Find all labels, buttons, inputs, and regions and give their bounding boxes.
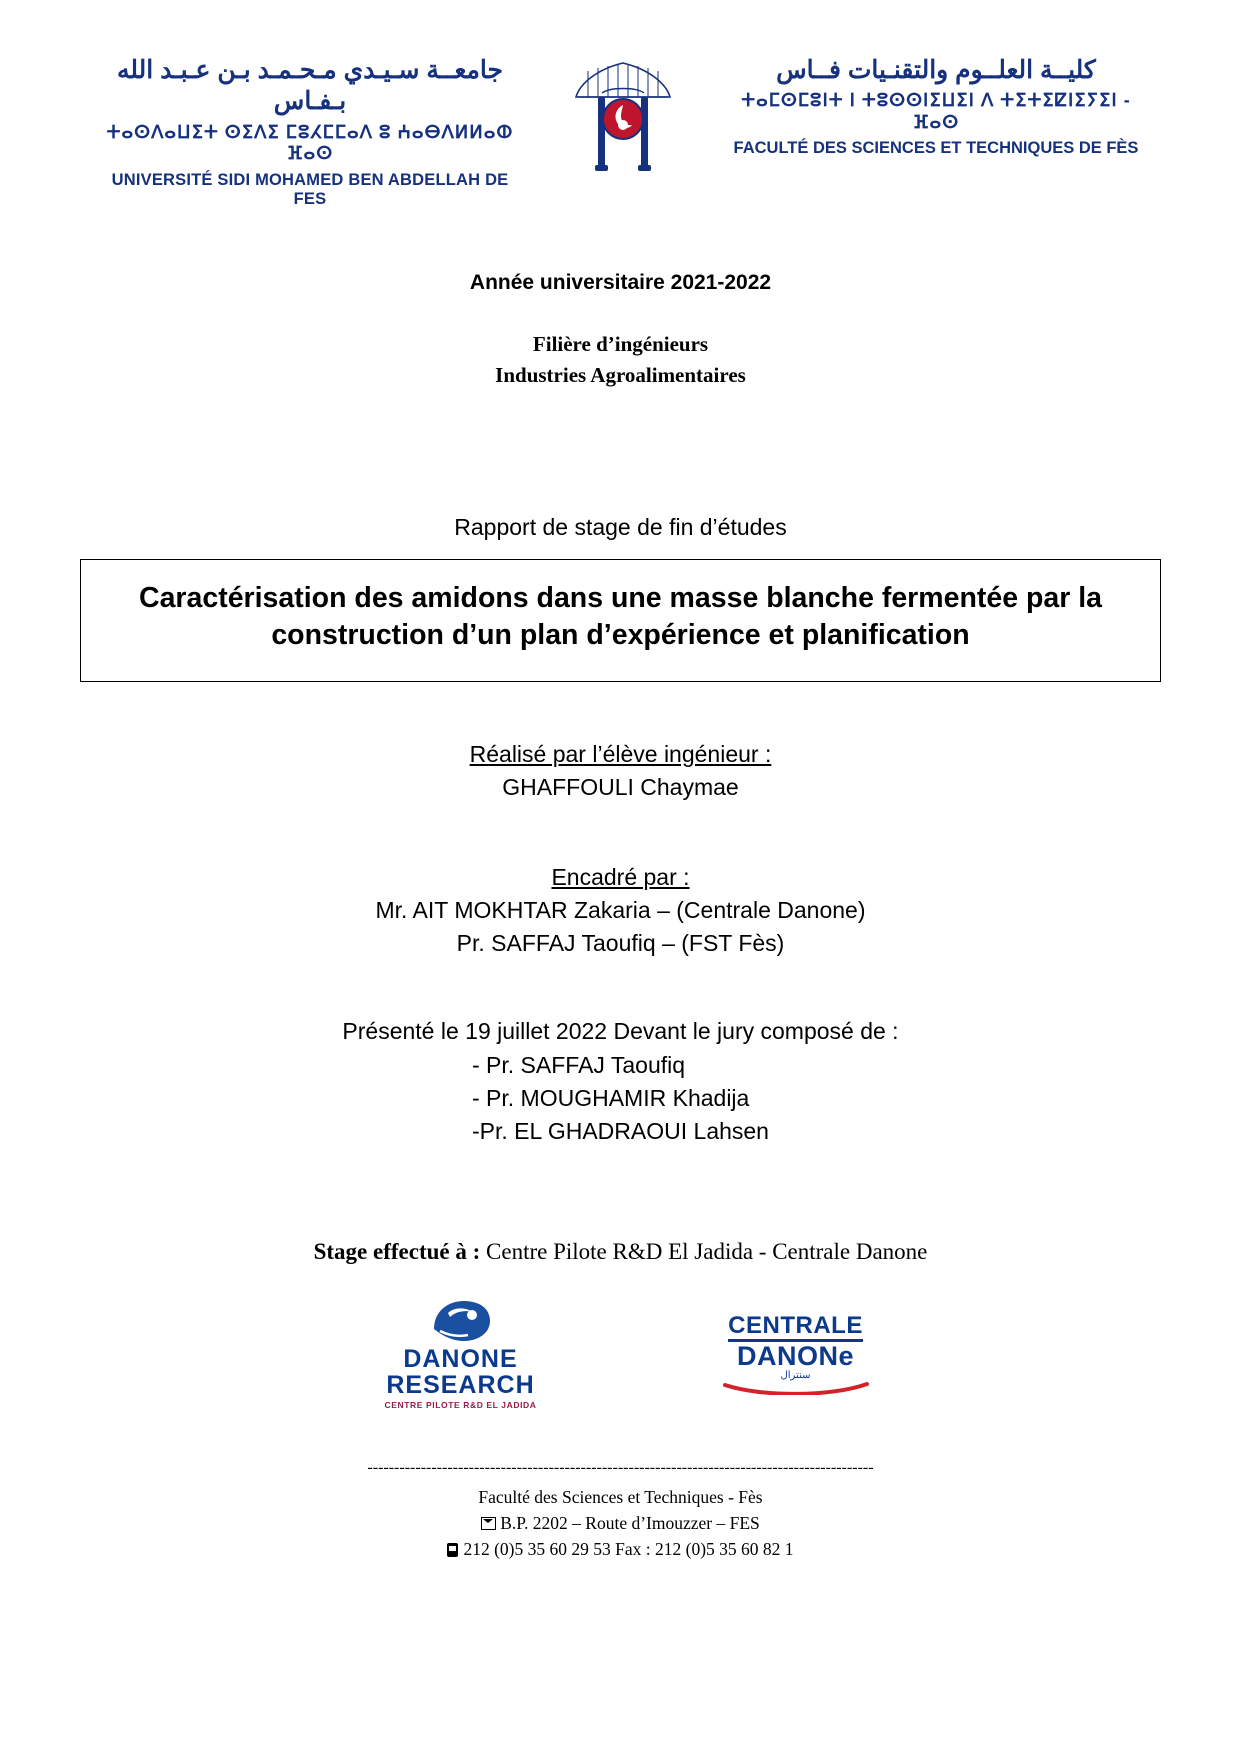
university-identity: [95, 55, 525, 209]
faculty-identity: [721, 55, 1151, 158]
faculty-name-french: FACULTÉ DES SCIENCES ET TECHNIQUES DE FÈS: [733, 139, 1139, 158]
danone-research-line1: DANONE: [403, 1344, 518, 1373]
academic-year: Année universitaire 2021-2022: [469, 270, 772, 294]
jury-member-1: - Pr. SAFFAJ Taoufiq: [472, 1051, 686, 1078]
author-block: [0, 738, 1241, 803]
author-label: Réalisé par l’élève ingénieur :: [469, 740, 772, 767]
internship-place: Centre Pilote R&D El Jadida - Centrale Danone: [486, 1238, 928, 1264]
university-crest-icon: [568, 57, 678, 177]
centrale-danone-swoosh-icon: [721, 1381, 871, 1395]
page-footer: [0, 1456, 1241, 1563]
centrale-danone-line1: CENTRALE: [728, 1313, 863, 1342]
centrale-danone-line2: DANONe: [736, 1341, 854, 1372]
internship-block: [0, 1239, 1241, 1265]
phone-icon: [447, 1543, 458, 1557]
university-name-french: UNIVERSITÉ SIDI MOHAMED BEN ABDELLAH DE FES: [111, 170, 509, 208]
author-name: GHAFFOULI Chaymae: [502, 773, 739, 800]
danone-research-line2: RESEARCH: [386, 1370, 535, 1399]
centrale-danone-arabic: سنترال: [780, 1370, 811, 1382]
program-line-1: Filière d’ingénieurs: [532, 331, 709, 356]
danone-research-icon: [428, 1299, 494, 1345]
page-header: [0, 0, 1241, 209]
supervisors-label: Encadré par :: [551, 864, 690, 891]
supervisor-2: Pr. SAFFAJ Taoufiq – (FST Fès): [456, 929, 785, 956]
mail-icon: [481, 1517, 496, 1530]
report-type: Rapport de stage de fin d’études: [454, 513, 787, 540]
title-box: [80, 559, 1161, 682]
jury-block: [0, 1015, 1241, 1148]
jury-list: [472, 1049, 769, 1149]
program-line-2: Industries Agroalimentaires: [495, 363, 746, 388]
supervisor-1: Mr. AIT MOKHTAR Zakaria – (Centrale Danone): [375, 896, 866, 923]
page-title: Caractérisation des amidons dans une masse blanche fermentée par la construction d’un plan d’expérience et planification: [138, 581, 1103, 652]
program-block: [0, 329, 1241, 392]
partner-logos: [0, 1299, 1241, 1410]
supervisors-block: [0, 861, 1241, 959]
footer-line-3-row: [0, 1536, 1241, 1562]
danone-research-logo: [346, 1299, 576, 1410]
faculty-name-tifinagh: ⵜⴰⵎⵙⵎⵓⵏⵜ ⵏ ⵜⵓⵙⵙⵏⵉⵡⵉⵏ ⴷ ⵜⵉⵜⵉⵇⵏⵉⵢⵉⵏ - ⴼⴰⵙ: [741, 90, 1131, 132]
footer-line-1: Faculté des Sciences et Techniques - Fès: [478, 1486, 763, 1507]
footer-line-3: 212 (0)5 35 60 29 53 Fax : 212 (0)5 35 60 82 1: [463, 1539, 794, 1560]
footer-line-2-row: [0, 1510, 1241, 1536]
internship-label: Stage effectué à :: [313, 1238, 481, 1264]
footer-separator: -----------------------------------------------------------------------------------------------: [367, 1458, 874, 1476]
jury-member-2: - Pr. MOUGHAMIR Khadija: [472, 1084, 750, 1111]
centrale-danone-logo: [696, 1313, 896, 1395]
faculty-name-arabic: كليــة العلــوم والتقنـيات فــاس: [776, 56, 1096, 84]
jury-intro: Présenté le 19 juillet 2022 Devant le jury composé de :: [342, 1018, 899, 1045]
university-name-arabic: جامعــة سـيـدي مـحـمـد بـن عـبـد الله بـفـاس: [117, 56, 503, 116]
danone-research-caption: CENTRE PILOTE R&D EL JADIDA: [384, 1399, 537, 1410]
jury-member-3: -Pr. EL GHADRAOUI Lahsen: [472, 1118, 769, 1145]
footer-line-2: B.P. 2202 – Route d’Imouzzer – FES: [500, 1513, 760, 1534]
university-name-tifinagh: ⵜⴰⵙⴷⴰⵡⵉⵜ ⵙⵉⴷⵉ ⵎⵓⵃⵎⵎⴰⴷ ⵓ ⵄⴰⴱⴷⵍⵍⴰⵀ ⴼⴰⵙ: [106, 121, 514, 164]
